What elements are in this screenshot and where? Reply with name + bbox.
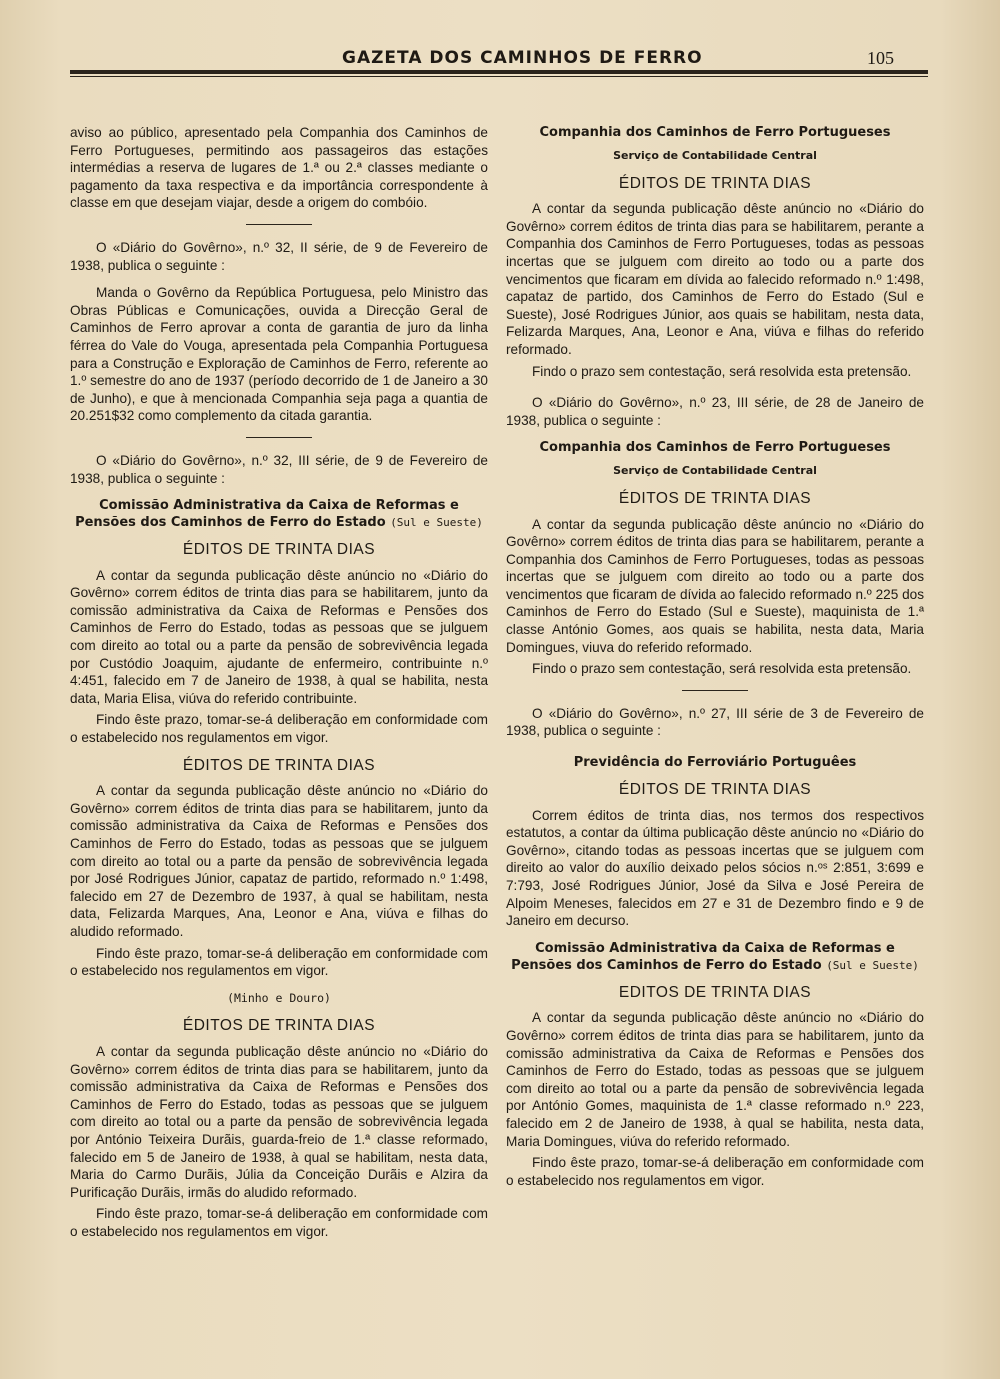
organization-name: Comissão Administrativa da Caixa de Reformas e Pensões dos Caminhos de Ferro do Estado: [511, 940, 895, 973]
paragraph: A contar da segunda publicação dêste anúncio no «Diário do Govêrno» correm éditos de trinta dias para se habilitarem, junto da comissão administrativa da Caixa de Reformas e Pensões dos Caminhos de Ferro do Estado, todas as pessoas que se julguem com direito ao total ou a parte da pensão de sobrevivência legada por José Rodrigues Júnior, capataz de partido, reformado n.º 1:498, falecido em 27 de Dezembro de 1937, à qual se habilitam, nesta data, Felizarda Marques, Ana, Leonor e Ana, viúva e filhas do aludido reformado.: [70, 783, 488, 939]
gazette-intro: O «Diário do Govêrno», n.º 32, II série, de 9 de Fevereiro de 1938, publica o seguinte :: [70, 239, 488, 273]
notice-heading: ÉDITOS DE TRINTA DIAS: [618, 781, 812, 799]
notice-heading: ÉDITOS DE TRINTA DIAS: [618, 489, 812, 507]
gazette-intro: O «Diário do Govêrno», n.º 23, III série, de 28 de Janeiro de 1938, publica o seguinte :: [506, 395, 924, 428]
paragraph: Findo o prazo sem contestação, será resolvida esta pretensão.: [532, 661, 912, 677]
header-rule-thick: [70, 70, 928, 74]
section-divider: [682, 690, 748, 691]
organization-heading: [70, 497, 488, 531]
paragraph: Manda o Govêrno da República Portuguesa, pelo Ministro das Obras Públicas e Comunicações, ouvida a Direcção Geral de Caminhos de Ferro aprovar a conta de garantia de juro da linha férrea do Vale do Vouga, apresentada pela Companhia Portuguesa para a Construção e Exploração de Caminhos de Ferro, referente ao 1.º semestre do ano de 1937 (período decorrido de 1 de Janeiro a 30 de Junho), e que à mencionada Companhia seja paga a quantia de 20.251$32 como complemento da citada garantia.: [70, 285, 488, 424]
paragraph: A contar da segunda publicação dêste anúncio no «Diário do Govêrno» correm éditos de trinta dias para se habilitarem, perante a Companhia dos Caminhos de Ferro Portugueses, todas as pessoas incertas que se julguem com direito ao todo ou a parte dos vencimentos que ficaram de dívida ao falecido reformado n.º 225 dos Caminhos de Ferro do Estado (Sul e Sueste), maquinista de 1.ª classe António Gomes, aos quais se habilita, nesta data, Maria Domingues, viuva do referido reformado.: [506, 516, 924, 655]
paragraph: A contar da segunda publicação dêste anúncio no «Diário do Govêrno» correm éditos de trinta dias para se habilitarem, perante a Companhia dos Caminhos de Ferro Portugueses, todas as pessoas incertas que se julguem com direito ao todo ou a parte dos vencimentos que ficaram em dívida ao falecido reformado n.º 1:498, capataz de partido, dos Caminhos de Ferro do Estado (Sul e Sueste), José Rodrigues Júnior, aos quais se habilitam, nesta data, Felizarda Marques, Ana, Leonor e Ana, viúva e filhas do referido reformado.: [506, 201, 924, 357]
region-heading: (Minho e Douro): [227, 990, 331, 1005]
gazette-intro: O «Diário do Govêrno», n.º 27, III série de 3 de Fevereiro de 1938, publica o seguinte :: [506, 705, 924, 739]
paragraph: A contar da segunda publicação dêste anúncio no «Diário do Govêrno» correm éditos de trinta dias para se habilitarem, junto da comissão administrativa da Caixa de Reformas e Pensões dos Caminhos de Ferro do Estado, todas as pessoas que se julguem com direito ao total ou a parte da pensão de sobrevivência legada por António Gomes, maquinista de 1.ª classe reformado n.º 223, falecido em 2 de Janeiro de 1938, à qual se habilita, nesta data, Maria Domingues, viúva do referido reformado.: [506, 1010, 924, 1149]
organization-heading: [506, 940, 924, 974]
right-column: [506, 124, 924, 1193]
section-divider: [246, 224, 312, 225]
region-label: (Sul e Sueste): [826, 958, 919, 972]
header-rule-thin: [70, 76, 928, 77]
notice-heading: ÉDITOS DE TRINTA DIAS: [618, 174, 812, 192]
paragraph: A contar da segunda publicação dêste anúncio no «Diário do Govêrno» correm éditos de trinta dias para se habilitarem, junto da comissão administrativa da Caixa de Reformas e Pensões dos Caminhos de Ferro do Estado, todas as pessoas que se julguem com direito ao total ou a parte da pensão de sobrevivência legada por António Teixeira Durãis, guarda-freio de 1.ª classe reformado, falecido em 5 de Janeiro de 1938, à qual se habilitam, nesta data, Maria do Carmo Durãis, Júlia da Conceição Durãis e Alzira da Purificação Durãis, irmãs do aludido reformado.: [70, 1043, 488, 1200]
notice-heading: EDITOS DE TRINTA DIAS: [618, 983, 812, 1001]
notice-heading: ÉDITOS DE TRINTA DIAS: [182, 1017, 376, 1035]
gazette-intro: O «Diário do Govêrno», n.º 32, III série, de 9 de Fevereiro de 1938, publica o seguinte :: [70, 452, 488, 486]
page-number: 105: [867, 48, 894, 68]
running-title: GAZETA DOS CAMINHOS DE FERRO: [342, 48, 703, 68]
paragraph: Findo êste prazo, tomar-se-á deliberação em conformidade com o estabelecido nos regulamentos em vigor.: [70, 945, 488, 979]
region-label: (Sul e Sueste): [390, 516, 483, 530]
paragraph: Findo êste prazo, tomar-se-á deliberação em conformidade com o estabelecido nos regulamentos em vigor.: [70, 1206, 488, 1239]
notice-heading: ÉDITOS DE TRINTA DIAS: [182, 756, 376, 774]
organization-heading: Previdência do Ferroviário Portuguêes: [573, 755, 857, 771]
organization-heading: Companhia dos Caminhos de Ferro Portugueses: [539, 440, 891, 456]
section-divider: [246, 437, 312, 438]
paragraph: Findo o prazo sem contestação, será resolvida esta pretensão.: [532, 363, 912, 379]
notice-heading: ÉDITOS DE TRINTA DIAS: [182, 541, 376, 559]
page-header: [70, 40, 928, 80]
paragraph: aviso ao público, apresentado pela Companhia dos Caminhos de Ferro Portugueses, permitindo aos passageiros das estações intermédias a reserva de lugares de 1.ª ou 2.ª classes mediante o pagamento da taxa respectiva e da importância correspondente à classe em que desejam viajar, desde a origem do combóio.: [70, 125, 488, 211]
organization-heading: Companhia dos Caminhos de Ferro Portugueses: [539, 125, 891, 140]
left-column: [70, 124, 488, 1244]
organization-name: Comissão Administrativa da Caixa de Reformas e Pensões dos Caminhos de Ferro do Estado: [75, 498, 459, 531]
paragraph: Findo êste prazo, tomar-se-á deliberação em conformidade com o estabelecido nos regulamentos em vigor.: [70, 712, 488, 746]
department-subheading: Serviço de Contabilidade Central: [613, 149, 817, 162]
paragraph: Correm éditos de trinta dias, nos termos dos respectivos estatutos, a contar da última publicação dêste anúncio no «Diário do Govêrno», citando todas as pessoas incertas que se julguem com direito ao valor do auxílio deixado pelos sócios n.ᵒˢ 2:851, 3:699 e 7:793, José Rodrigues Júnior, José da Silva e José Pereira de Alpoim Meneses, falecidos em 27 e 31 de Dezembro findo e 9 de Janeiro em decurso.: [506, 807, 924, 929]
paragraph: Findo êste prazo, tomar-se-á deliberação em conformidade com o estabelecido nos regulamentos em vigor.: [506, 1155, 924, 1188]
department-subheading: Serviço de Contabilidade Central: [613, 464, 817, 478]
paragraph: A contar da segunda publicação dêste anúncio no «Diário do Govêrno» correm éditos de trinta dias para se habilitarem, junto da comissão administrativa da Caixa de Reformas e Pensões dos Caminhos de Ferro do Estado, todas as pessoas que se julguem com direito ao total ou a parte da pensão de sobrevivência legada por Custódio Joaquim, ajudante de enfermeiro, contribuinte n.º 4:451, falecido em 7 de Janeiro de 1938, à qual se habilita, nesta data, Maria Elisa, viúva do referido contribuinte.: [70, 567, 488, 706]
